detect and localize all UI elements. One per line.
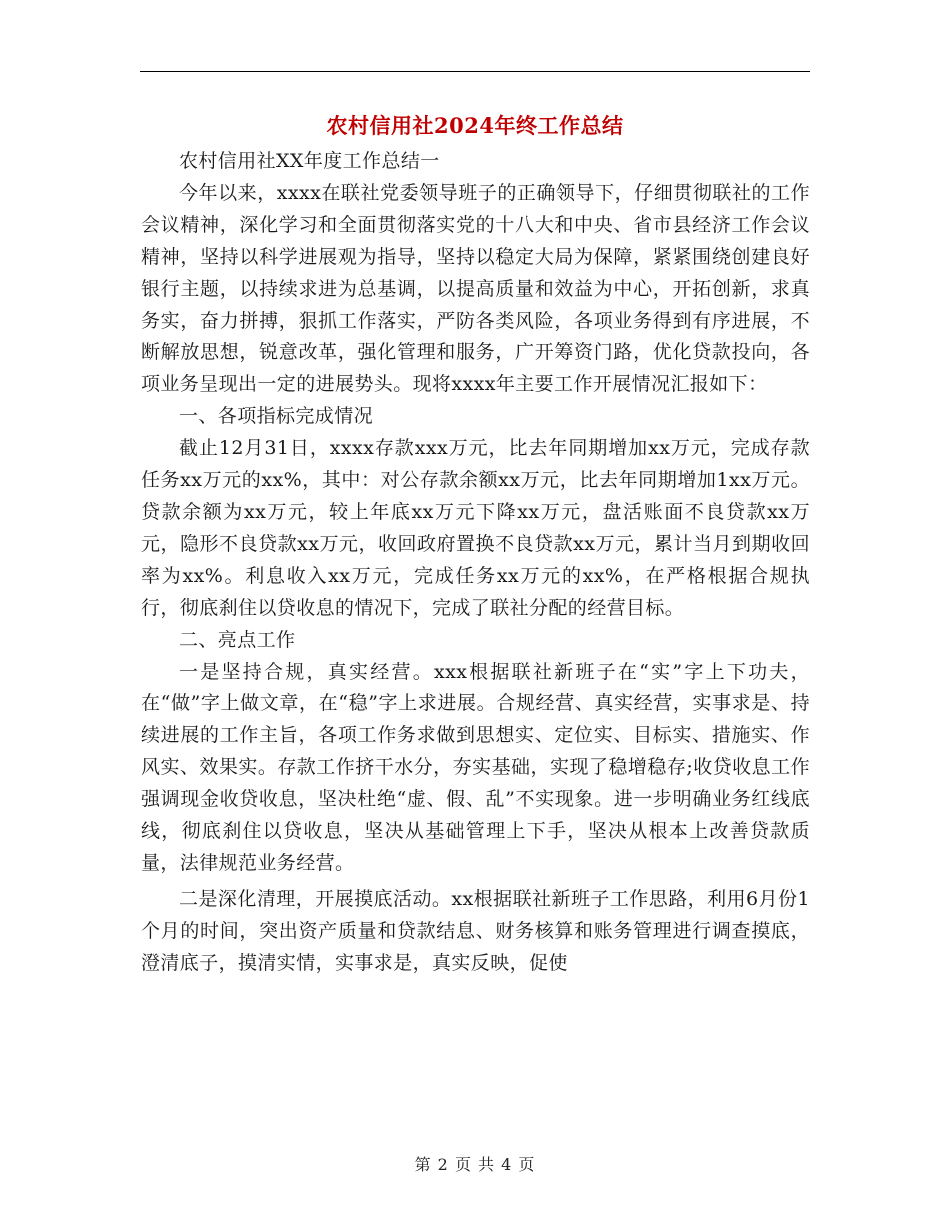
- paragraph-highlight-2: 二是深化清理，开展摸底活动。xx根据联社新班子工作思路，利用6月份1个月的时间，突出资产质量和贷款结息、财务核算和账务管理进行调查摸底，澄清底子，摸清实情，实事求是，真实反映，促使: [141, 887, 810, 974]
- document-body: [141, 146, 810, 980]
- section-heading-1: 一、各项指标完成情况: [179, 405, 374, 428]
- section-heading-2: 二、亮点工作: [179, 628, 296, 651]
- document-title: 农村信用社2024年终工作总结: [326, 113, 624, 138]
- paragraph-highlight-1: 一是坚持合规，真实经营。xxx根据联社新班子在“实”字上下功夫，在“做”字上做文章，在“稳”字上求进展。合规经营、真实经营，实事求是、持续进展的工作主旨，各项工作务求做到思想实、定位实、目标实、措施实、作风实、效果实。存款工作挤干水分，夯实基础，实现了稳增稳存;收贷收息工作强调现金收贷收息，坚决杜绝“虚、假、乱”不实现象。进一步明确业务红线底线，彻底刹住以贷收息，坚决从基础管理上下手，坚决从根本上改善贷款质量，法律规范业务经营。: [141, 660, 810, 874]
- paragraph-intro: 今年以来，xxxx在联社党委领导班子的正确领导下，仔细贯彻联社的工作会议精神，深化学习和全面贯彻落实党的十八大和中央、省市县经济工作会议精神，坚持以科学进展观为指导，坚持以稳定大局为保障，紧紧围绕创建良好银行主题，以持续求进为总基调，以提高质量和效益为中心，开拓创新，求真务实，奋力拼搏，狠抓工作落实，严防各类风险，各项业务得到有序进展，不断解放思想，锐意改革，强化管理和服务，广开筹资门路，优化贷款投向，各项业务呈现出一定的进展势头。现将xxxx年主要工作开展情况汇报如下：: [141, 181, 810, 396]
- paragraph-indicators: 截止12月31日，xxxx存款xxx万元，比去年同期增加xx万元，完成存款任务xx万元的xx%，其中：对公存款余额xx万元，比去年同期增加1xx万元。贷款余额为xx万元，较上年底xx万元下降xx万元，盘活账面不良贷款xx万元，隐形不良贷款xx万元，收回政府置换不良贷款xx万元，累计当月到期收回率为xx%。利息收入xx万元，完成任务xx万元的xx%，在严格根据合规执行，彻底刹住以贷收息的情况下，完成了联社分配的经营目标。: [141, 437, 810, 619]
- paragraph-subtitle: 农村信用社XX年度工作总结一: [179, 150, 440, 172]
- header-rule: [140, 71, 810, 72]
- page-footer: 第 2 页 共 4 页: [414, 1155, 536, 1174]
